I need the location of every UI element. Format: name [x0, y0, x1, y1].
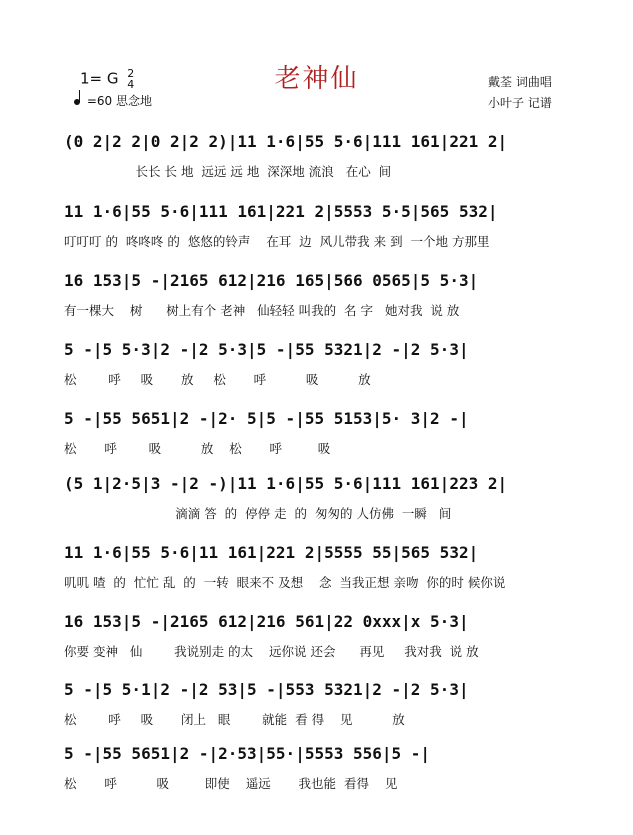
credit-composer: 戴荃 词曲唱	[488, 75, 552, 89]
tempo-value: =60	[86, 94, 113, 108]
lyric-line: 松 呼 吸 即使 遥远 我也能 看得 见	[64, 776, 398, 791]
time-numerator: 2	[127, 67, 135, 80]
song-title: 老神仙	[274, 64, 359, 94]
tempo-mood: 思念地	[115, 94, 152, 108]
lyric-line: 叮叮叮 的 咚咚咚 的 悠悠的铃声 在耳 边 风儿带我 来 到 一个地 方那里	[64, 234, 490, 249]
lyric-line: 你要 变神 仙 我说别走 的太 远你说 还会 再见 我对我 说 放	[64, 644, 479, 659]
notation-line: 16 153|5 -|2165 612|216 165|566 0565|5 5·3|	[64, 271, 479, 290]
notation-line: 5 -|55 5651|2 -|2· 5|5 -|55 5153|5· 3|2 -|	[64, 409, 469, 428]
lyric-line: 松 呼 吸 闭上 眼 就能 看 得 见 放	[64, 712, 405, 727]
notation-line: 5 -|5 5·3|2 -|2 5·3|5 -|55 5321|2 -|2 5·3|	[64, 340, 469, 359]
notation-line: 11 1·6|55 5·6|11 161|221 2|5555 55|565 532|	[64, 543, 479, 562]
time-denominator: 4	[127, 78, 135, 91]
notation-line: 11 1·6|55 5·6|111 161|221 2|5553 5·5|565 532|	[64, 202, 498, 221]
notation-line: 16 153|5 -|2165 612|216 561|22 0xxx|x 5·3|	[64, 612, 469, 631]
tempo-marking	[74, 92, 152, 109]
lyric-line: 滴滴 答 的 停停 走 的 匆匆的 人仿佛 一瞬 间	[64, 506, 452, 521]
time-signature	[127, 68, 134, 90]
lyric-line: 有一棵大 树 树上有个 老神 仙轻轻 叫我的 名 字 她对我 说 放	[64, 303, 460, 318]
lyric-line: 松 呼 吸 放 松 呼 吸	[64, 441, 331, 456]
lyric-line: 松 呼 吸 放 松 呼 吸 放	[64, 372, 371, 387]
notation-line: 5 -|55 5651|2 -|2·53|55·|5553 556|5 -|	[64, 744, 431, 763]
notation-line: (5 1|2·5|3 -|2 -)|11 1·6|55 5·6|111 161|223 2|	[64, 474, 508, 493]
lyric-line: 长长 长 地 远远 远 地 深深地 流浪 在心 间	[64, 164, 392, 179]
key-label: 1= G	[80, 69, 119, 88]
notation-line: (0 2|2 2|0 2|2 2)|11 1·6|55 5·6|111 161|221 2|	[64, 132, 508, 151]
key-signature	[80, 68, 134, 90]
lyric-line: 叽叽 喳 的 忙忙 乱 的 一转 眼来不 及想 念 当我正想 亲吻 你的时 候你说	[64, 575, 506, 590]
notation-line: 5 -|5 5·1|2 -|2 53|5 -|553 5321|2 -|2 5·3|	[64, 680, 469, 699]
credit-transcriber: 小叶子 记谱	[488, 96, 552, 110]
quarter-note-icon	[74, 99, 80, 105]
